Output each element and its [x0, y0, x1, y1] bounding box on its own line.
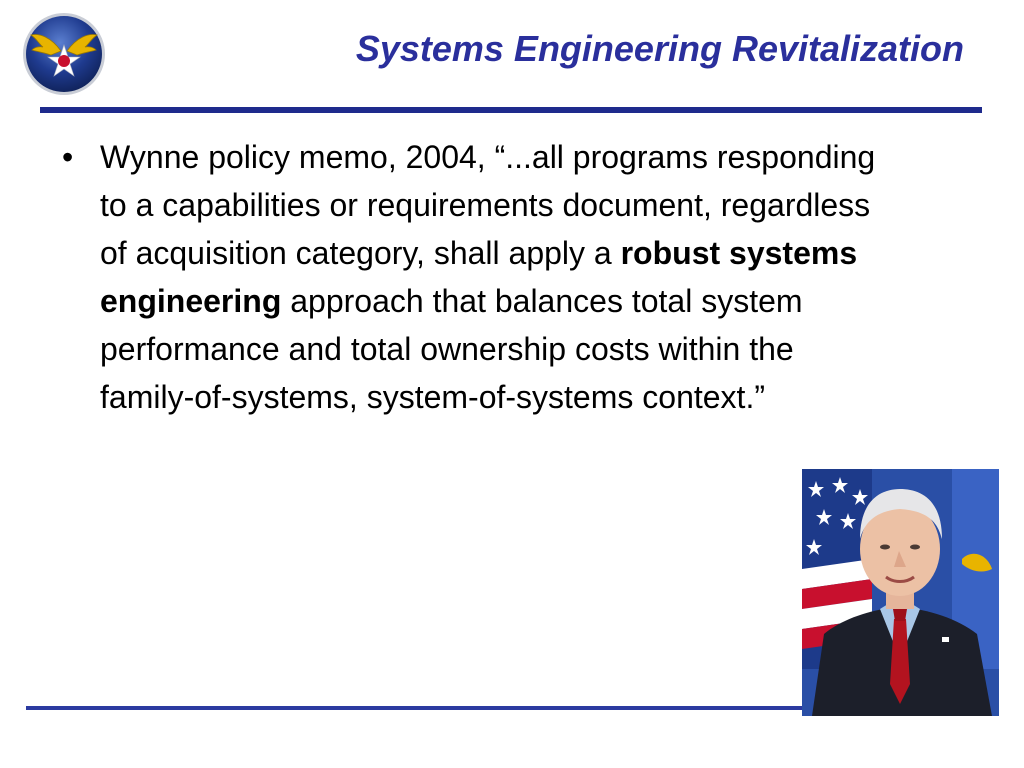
bullet-text — [100, 133, 886, 421]
bullet-text-emphasis: robust systems engineering — [100, 235, 858, 319]
air-force-wings-star-icon — [21, 11, 107, 97]
title-divider — [40, 107, 982, 113]
slide-title: Systems Engineering Revitalization — [355, 28, 964, 69]
bullet-marker: • — [62, 139, 74, 175]
official-portrait-photo — [802, 469, 999, 716]
bullet-text-start: Wynne policy memo, 2004, “...all programs responding to a capabilities or requirements document, regardless of acquisition category, shall apply a — [100, 139, 876, 271]
footer-divider — [26, 706, 816, 710]
list-item — [56, 133, 886, 421]
bullet-list — [56, 133, 886, 421]
bullet-text-end: approach that balances total system performance and total ownership costs within the family-of-systems, system-of-systems context.” — [100, 283, 803, 415]
